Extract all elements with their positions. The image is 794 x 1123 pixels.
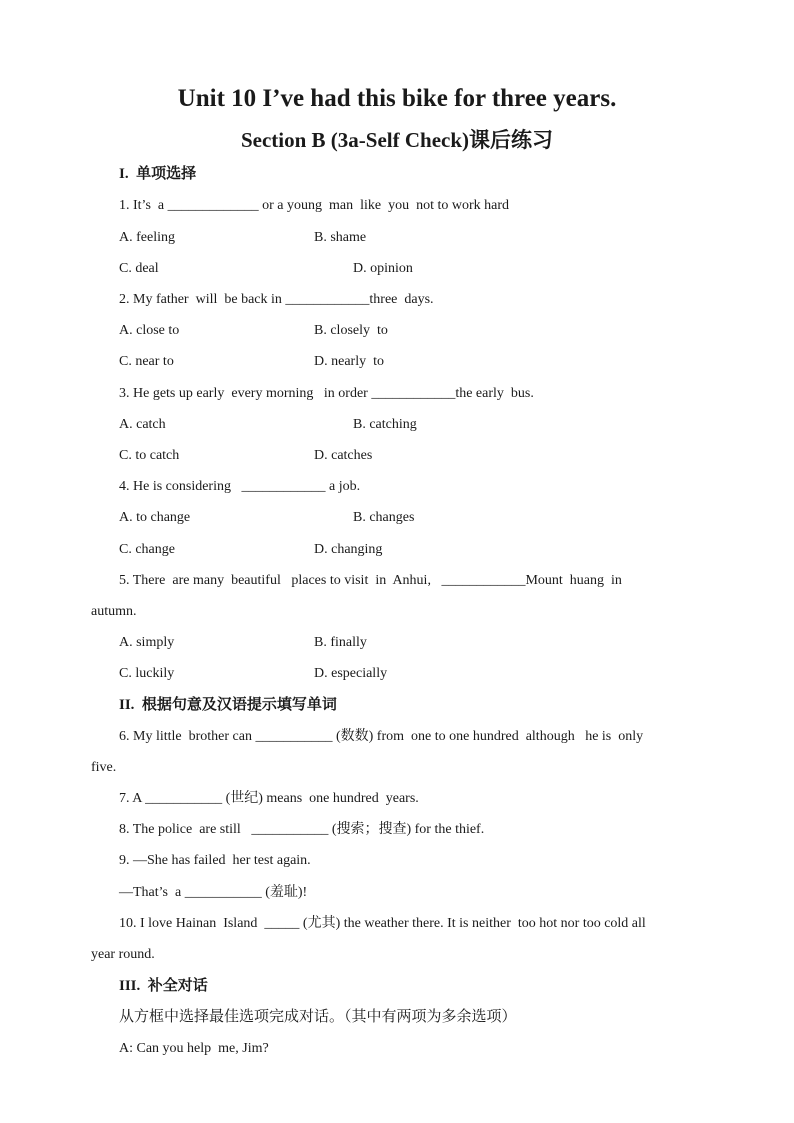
- section-heading: II. 根据句意及汉语提示填写单词: [119, 697, 337, 713]
- question-stem-continued: five.: [91, 760, 117, 775]
- question-stem: 6. My little brother can ___________ (数数) from one to one hundred although he is only: [119, 729, 644, 744]
- question-stem-continued: autumn.: [91, 604, 137, 619]
- question-stem: 1. It’s a _____________ or a young man like you not to work hard: [119, 198, 510, 213]
- option-b: B. changes: [353, 510, 415, 525]
- section-heading: I. 单项选择: [119, 166, 197, 182]
- option-c: C. near to: [119, 354, 174, 369]
- question-stem: 9. —She has failed her test again.: [119, 853, 311, 868]
- option-d: D. changing: [314, 542, 383, 557]
- option-a: A. feeling: [119, 230, 175, 245]
- option-c: C. deal: [119, 261, 159, 276]
- option-b: B. shame: [314, 230, 367, 245]
- question-stem-continued: —That’s a ___________ (羞耻)!: [119, 885, 308, 900]
- option-d: D. opinion: [353, 261, 413, 276]
- option-b: B. catching: [353, 417, 417, 432]
- question-stem: 3. He gets up early every morning in order ____________the early bus.: [119, 386, 534, 401]
- question-stem: 5. There are many beautiful places to visit in Anhui, ____________Mount huang in: [119, 573, 622, 588]
- option-b: B. finally: [314, 635, 367, 650]
- question-stem: 10. I love Hainan Island _____ (尤其) the weather there. It is neither too hot nor too cold all: [119, 916, 646, 931]
- page-subtitle: Section B (3a-Self Check)课后练习: [240, 128, 554, 152]
- question-stem: 2. My father will be back in ____________three days.: [119, 292, 434, 307]
- option-a: A. to change: [119, 510, 191, 525]
- question-stem: 4. He is considering ____________ a job.: [119, 479, 361, 494]
- question-stem: 8. The police are still ___________ (搜索；搜查) for the thief.: [119, 822, 485, 837]
- option-d: D. catches: [314, 448, 373, 463]
- option-c: C. change: [119, 542, 175, 557]
- option-c: C. luckily: [119, 666, 175, 681]
- question-stem: 7. A ___________ (世纪) means one hundred years.: [119, 791, 419, 806]
- option-a: A. simply: [119, 635, 175, 650]
- section-heading: III. 补全对话: [119, 978, 208, 994]
- option-d: D. nearly to: [314, 354, 384, 369]
- option-a: A. catch: [119, 417, 166, 432]
- option-b: B. closely to: [314, 323, 388, 338]
- instruction-text: 从方框中选择最佳选项完成对话。（其中有两项为多余选项）: [119, 1009, 517, 1025]
- option-a: A. close to: [119, 323, 180, 338]
- dialogue-line: A: Can you help me, Jim?: [119, 1041, 269, 1056]
- option-c: C. to catch: [119, 448, 180, 463]
- option-d: D. especially: [314, 666, 388, 681]
- question-stem-continued: year round.: [91, 947, 155, 962]
- page-title: Unit 10 I’ve had this bike for three years.: [177, 85, 617, 112]
